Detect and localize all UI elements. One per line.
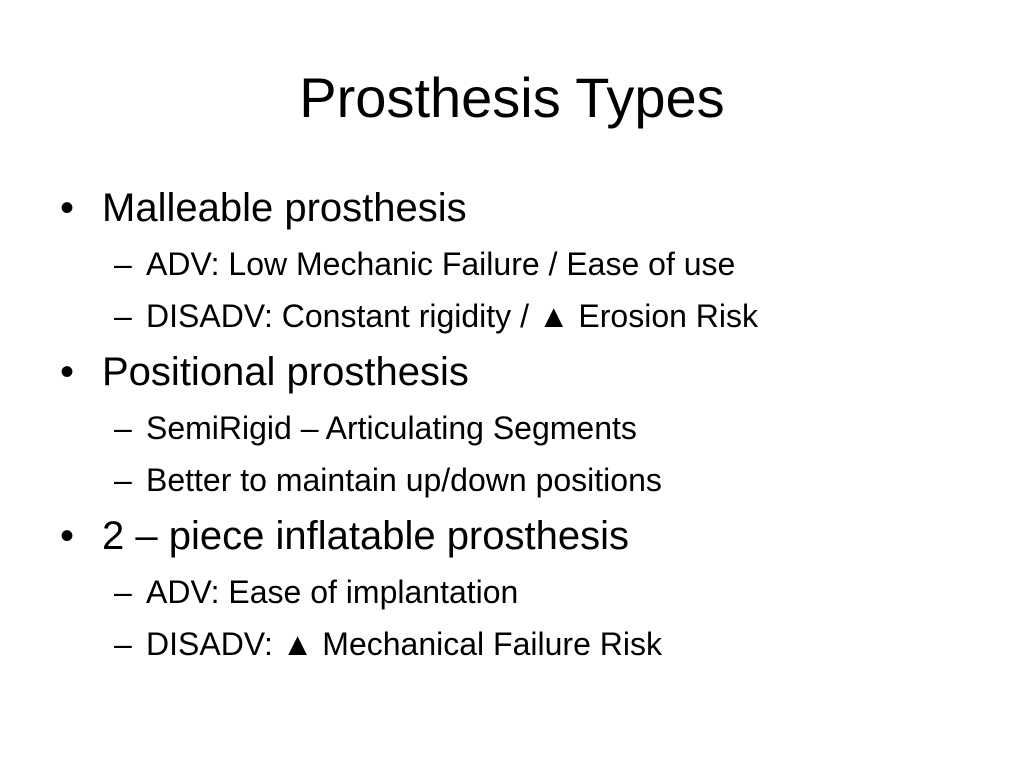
bullet-text: Positional prosthesis — [102, 350, 469, 394]
sub-marker: – — [114, 462, 132, 498]
bullet-text: 2 – piece inflatable prosthesis — [102, 514, 629, 558]
sub-text: DISADV: Constant rigidity / ▲ Erosion Risk — [146, 298, 759, 334]
bullet-marker: • — [60, 186, 75, 230]
sub-text: SemiRigid – Articulating Segments — [146, 410, 637, 446]
bullet-text: Malleable prosthesis — [102, 186, 467, 230]
sub-text: ADV: Ease of implantation — [146, 574, 519, 610]
sub-marker: – — [114, 298, 132, 334]
sub-text: DISADV: ▲ Mechanical Failure Risk — [146, 626, 662, 662]
sub-marker: – — [114, 410, 132, 446]
sub-marker: – — [114, 246, 132, 282]
bullet-marker: • — [60, 350, 75, 394]
sub-marker: – — [114, 626, 132, 662]
sub-marker: – — [114, 574, 132, 610]
bullet-marker: • — [60, 514, 75, 558]
sub-text: ADV: Low Mechanic Failure / Ease of use — [146, 246, 736, 282]
sub-text: Better to maintain up/down positions — [146, 462, 662, 498]
slide-title: Prosthesis Types — [299, 66, 725, 129]
